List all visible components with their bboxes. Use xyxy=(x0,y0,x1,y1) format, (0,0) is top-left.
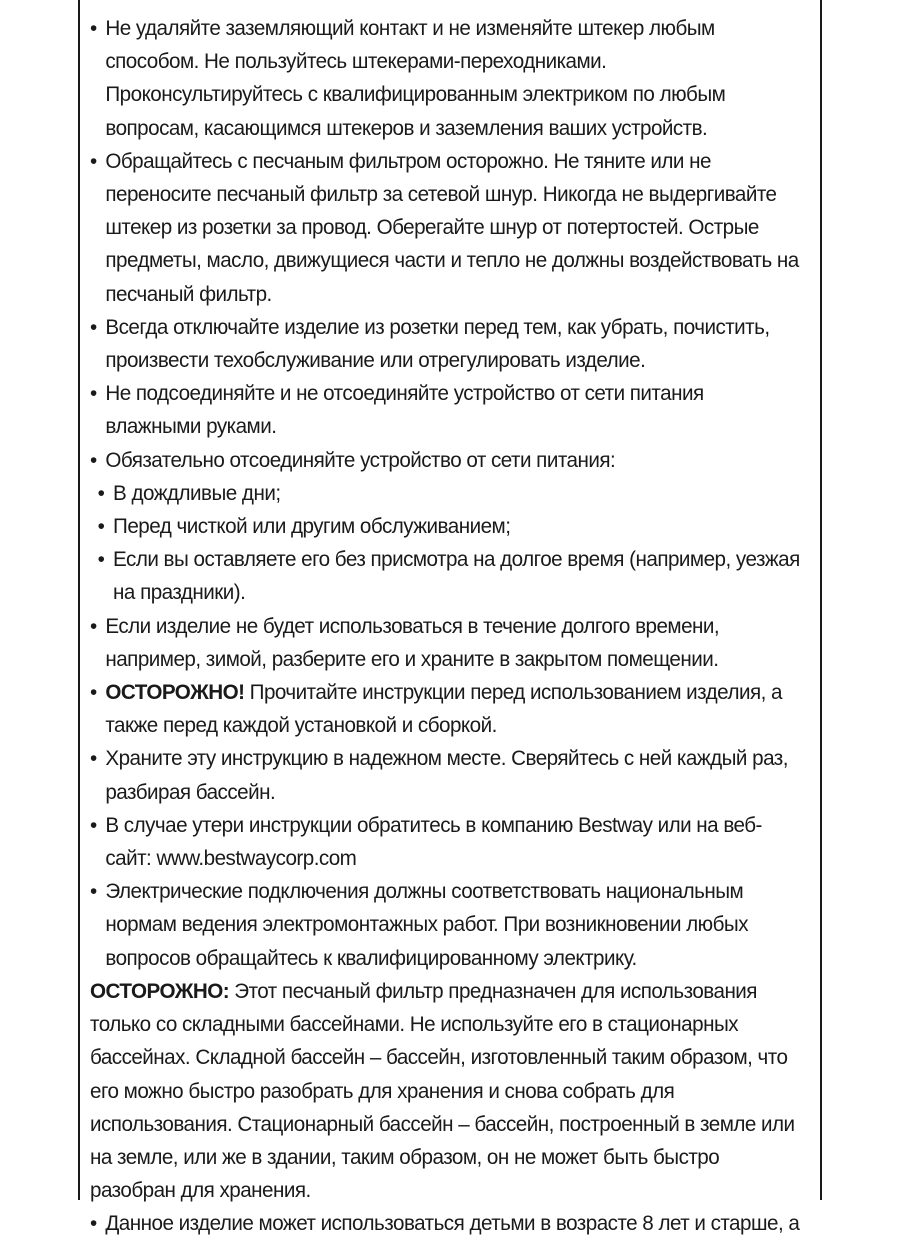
subbullet-before-cleaning: • Перед чисткой или другим обслуживанием; xyxy=(90,510,802,543)
bullet-disconnect-power: • Обязательно отсоединяйте устройство от сети питания: xyxy=(90,444,802,477)
bullet-wet-hands: • Не подсоединяйте и не отсоединяйте устройство от сети питания влажными руками. xyxy=(90,377,802,443)
bullet-grounding: • Не удаляйте заземляющий контакт и не изменяйте штекер любым способом. Не пользуйтесь штекерами-переходниками. Проконсультируйтесь с квалифицированным электриком по любым вопросам, касающимся штекеров и заземления ваших устройств. xyxy=(90,12,802,145)
warning-label: ОСТОРОЖНО: xyxy=(90,978,230,1003)
bullet-winter-storage: • Если изделие не будет использоваться в течение долгого времени, например, зимой, разберите его и храните в закрытом помещении. xyxy=(90,610,802,676)
bullet-children-age: • Данное изделие может использоваться детьми в возрасте 8 лет и старше, а xyxy=(90,1207,802,1240)
bullet-handle-filter: • Обращайтесь с песчаным фильтром осторожно. Не тяните или не переносите песчаный фильтр за сетевой шнур. Никогда не выдергивайте штекер из розетки за провод. Оберегайте шнур от потертостей. Острые предметы, масло, движущиеся части и тепло не должны воздействовать на песчаный фильтр. xyxy=(90,145,802,311)
bullet-warning-read: • ОСТОРОЖНО! Прочитайте инструкции перед использованием изделия, а также перед каждой установкой и сборкой. xyxy=(90,676,802,742)
warning-label: ОСТОРОЖНО! xyxy=(105,680,245,705)
warning-paragraph: ОСТОРОЖНО: Этот песчаный фильтр предназначен для использования только со складными бассейнами. Не используйте его в стационарных бассейнах. Складной бассейн – бассейн, изготовленный таким образом, что его можно быстро разобрать для хранения и снова собрать для использования. Стационарный бассейн – бассейн, построенный в земле или на земле, или же в здании, таким образом, он не может быть быстро разобран для хранения. xyxy=(90,978,795,1203)
subbullet-rainy-days: • В дождливые дни; xyxy=(90,477,802,510)
document-page xyxy=(78,0,822,1236)
bullet-electrical-standards: • Электрические подключения должны соответствовать национальным нормам ведения электромонтажных работ. При возникновении любых вопросов обращайтесь к квалифицированному электрику. xyxy=(90,875,802,975)
instructions-text xyxy=(90,12,802,1241)
bullet-lost-instructions: • В случае утери инструкции обратитесь в компанию Bestway или на веб-сайт: www.bestwaycorp.com xyxy=(90,809,802,875)
bullet-keep-instructions: • Храните эту инструкцию в надежном месте. Сверяйтесь с ней каждый раз, разбирая бассейн. xyxy=(90,742,802,808)
subbullet-unattended: • Если вы оставляете его без присмотра на долгое время (например, уезжая на праздники). xyxy=(90,543,802,609)
bullet-unplug-before-service: • Всегда отключайте изделие из розетки перед тем, как убрать, почистить, произвести техобслуживание или отрегулировать изделие. xyxy=(90,311,802,377)
